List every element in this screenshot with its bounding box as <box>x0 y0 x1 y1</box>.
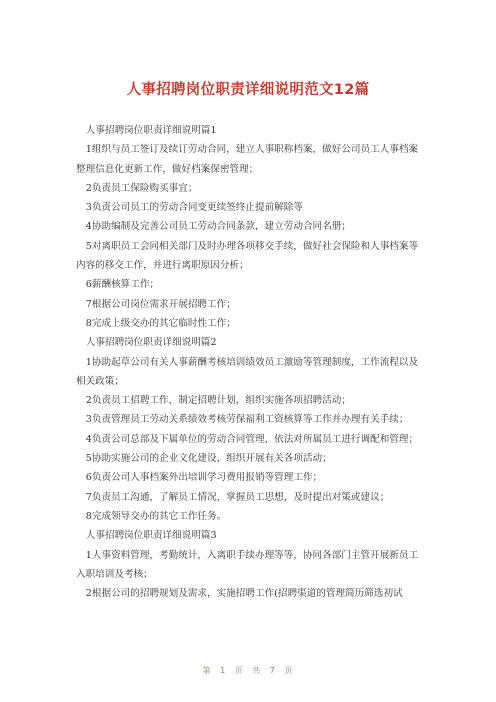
duty-item: 5协助实施公司的企业文化建设，组织开展有关各项活动； <box>85 453 332 465</box>
duty-item: 4协助编制及完善公司员工劳动合同条款，建立劳动合同名册； <box>85 221 351 233</box>
duty-item: 2根据公司的招聘规划及需求，实施招聘工作(招聘渠道的管理简历筛选初试 <box>85 588 403 600</box>
duty-item: 6负责公司人事档案外出培训学习费用报销等管理工作； <box>85 472 323 484</box>
duty-item: 6薪酬核算工作； <box>85 279 160 291</box>
section-heading: 人事招聘岗位职责详细说明篇1 <box>85 125 217 136</box>
duty-item: 5对离职员工会同相关部门及时办理各项移交手续，做好社会保险和人事档案等内容的移交工作，并进行离职原因分析； <box>76 240 419 272</box>
section-heading: 人事招聘岗位职责详细说明篇2 <box>85 337 217 349</box>
duty-item: 1组织与员工签订及续订劳动合同，建立人事职称档案，做好公司员工人事档案整理信息化更新工作，做好档案保密管理； <box>76 144 419 175</box>
duty-item: 2负责员工招聘工作，制定招聘计划，组织实施各项招聘活动； <box>85 395 351 407</box>
duty-item: 8完成上级交办的其它临时性工作； <box>85 317 236 329</box>
duty-item: 2负责员工保险购买事宜； <box>85 182 198 194</box>
page-footer: 第 1 页 共 7 页 <box>202 666 294 675</box>
duty-item: 4负责公司总部及下属单位的劳动合同管理，依法对所属员工进行调配和管理； <box>85 433 419 445</box>
document-body <box>76 121 424 603</box>
duty-item: 1协助起草公司有关人事薪酬考核培训绩效员工激励等管理制度，工作流程以及相关政策； <box>76 356 419 387</box>
document-title: 人事招聘岗位职责详细说明范文12篇 <box>126 82 370 98</box>
duty-item: 1人事资料管理，考勤统计，入离职手续办理等等，协同各部门主管开展新员工入职培训及考核； <box>76 549 419 580</box>
duty-item: 7负责员工沟通，了解员工情况，掌握员工思想，及时提出对策或建议； <box>85 491 390 503</box>
duty-item: 3负责管理员工劳动关系绩效考核劳保福利工资核算等工作并办理有关手续； <box>85 414 409 426</box>
duty-item: 8完成领导交办的其它工作任务。 <box>85 510 227 522</box>
duty-item: 7根据公司岗位需求开展招聘工作； <box>85 298 236 310</box>
section-heading: 人事招聘岗位职责详细说明篇3 <box>85 530 217 542</box>
duty-item: 3负责公司员工的劳动合同变更续签终止提前解除等 <box>85 202 303 214</box>
